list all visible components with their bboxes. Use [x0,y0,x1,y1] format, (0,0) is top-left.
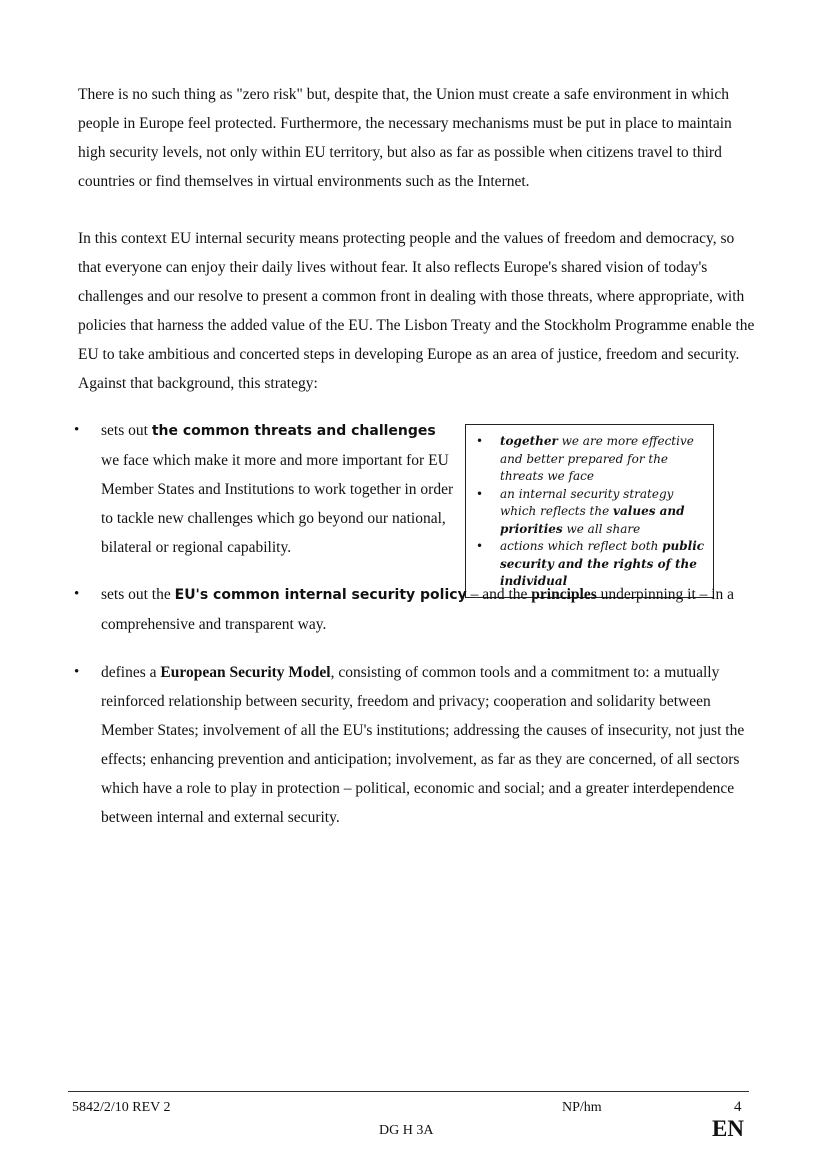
footer-divider [68,1091,749,1092]
bullet-internal-security-policy [101,580,756,639]
bullet-icon: • [476,486,484,501]
bullet-text-before: sets out [101,422,152,439]
bullet-icon: • [476,434,484,448]
callout-text: we are more effective and better prepared for the threats we face [500,434,694,483]
bullet-icon: • [74,664,80,680]
bullet-text-bold: the common threats and challenges [151,423,436,439]
callout-item [474,486,707,539]
intro-paragraph-2: In this context EU internal security means protecting people and the values of freedom and democracy, so that everyone can enjoy their daily lives without fear. It also reflects Europe's shared vision of today's challenges and our resolve to present a common front in dealing with those threats, where appropriate, with policies that harness the added value of the EU. The Lisbon Treaty and the Stockholm Programme enable the EU to take ambitious and concerted steps in developing Europe as an area of justice, freedom and security. Against that background, this strategy: [78,230,755,392]
bullet-text-after: we face which make it more and more important for EU Member States and Institutions to work together in order to tackle new challenges which go beyond our national, bilateral or regional capability. [101,452,454,556]
callout-text: actions which reflect both [500,539,663,553]
footer-initials: NP/hm [562,1100,602,1115]
bullet-icon: • [74,422,80,438]
bullet-icon: • [74,586,80,602]
bullet-text-after: underpinning it – in a comprehensive and transparent way. [101,586,735,633]
callout-bold: values and priorities [500,504,685,536]
bullet-text-bold: European Security Model [160,664,331,681]
intro-paragraph-1: There is no such thing as "zero risk" but, despite that, the Union must create a safe environment in which people in Europe feel protected. Furthermore, the necessary mechanisms must be put in place to maintain high security levels, not only within EU territory, but also as far as possible when citizens travel to third countries or find themselves in virtual environments such as the Internet. [78,86,732,190]
callout-text: an internal security strategy which reflects the [500,486,674,518]
footer-doc-ref: 5842/2/10 REV 2 [72,1100,171,1115]
bullet-text-bold: principles [531,586,597,603]
callout-bold: together [500,434,558,448]
footer-page-number: 4 [734,1099,742,1115]
bullet-text-before: defines a [101,664,161,681]
bullet-common-threats [101,416,456,562]
callout-box [465,424,714,598]
footer-language: EN [712,1116,744,1141]
callout-item [474,433,707,486]
bullet-text-bold: EU's common internal security policy [174,587,467,603]
bullet-icon: • [476,539,484,553]
bullet-text-before: sets out the [101,586,175,603]
bullet-text-middle: – and the [466,586,532,603]
callout-text: we all share [562,521,641,536]
bullet-text-after: , consisting of common tools and a commitment to: a mutually reinforced relationship between security, freedom and privacy; cooperation and solidarity between Member States; involvement of all the EU's institutions; addressing the causes of insecurity, not just the effects; enhancing prevention and anticipation; involvement, as far as they are concerned, of all sectors which have a role to play in protection – political, economic and social; and a greater interdependence between internal and external security. [101,664,745,826]
callout-bold: public security and the rights of the individual [500,539,705,588]
bullet-security-model [101,658,753,832]
footer-department: DG H 3A [379,1123,434,1138]
